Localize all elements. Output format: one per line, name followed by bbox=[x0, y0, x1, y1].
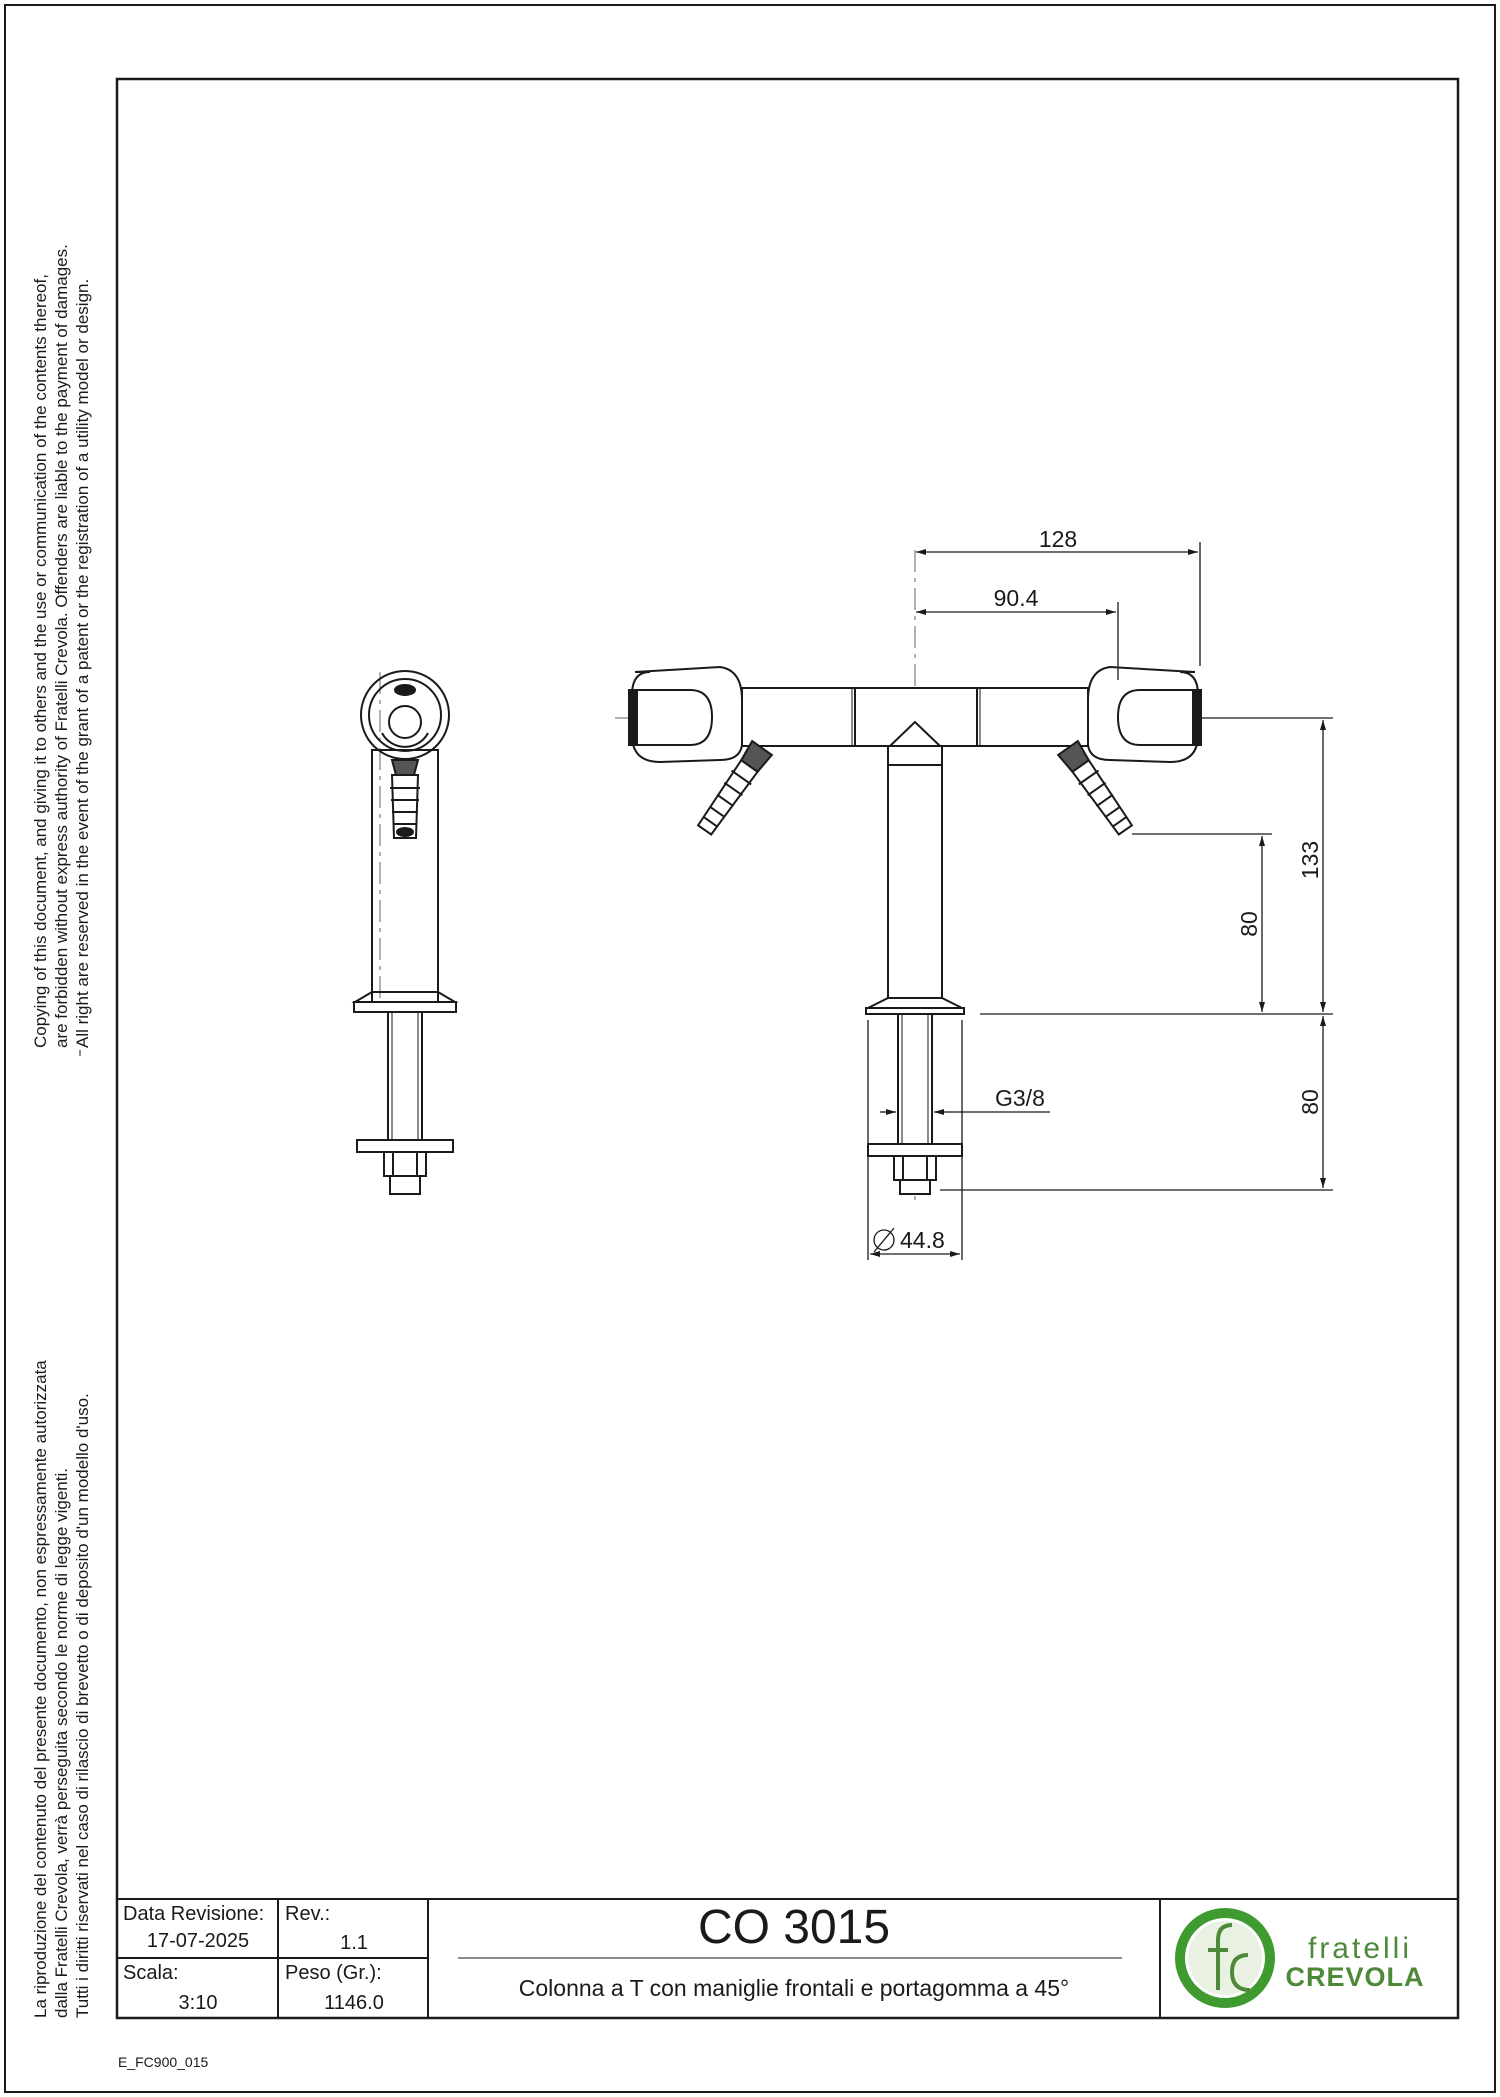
product-code: CO 3015 bbox=[697, 1901, 891, 1954]
product-description: Colonna a T con maniglie frontali e portagomma a 45° bbox=[518, 1975, 1070, 2001]
left-handle bbox=[629, 667, 742, 762]
notice-it-line: Tutti i diritti riservati nel caso di rilascio di brevetto o di deposito d'un modello d'uso. bbox=[73, 1393, 92, 2018]
side-nut bbox=[384, 1152, 426, 1176]
dim-80-lower: 80 bbox=[1297, 1089, 1323, 1115]
dim-128: 128 bbox=[1038, 526, 1078, 552]
notice-it-line: dalla Fratelli Crevola, verrà perseguita secondo le norme di legge vigenti. bbox=[52, 1468, 71, 2018]
nut bbox=[894, 1156, 936, 1180]
notice-en-line: are forbidden without express authority of Fratelli Crevola. Offenders are liable to the payment of damages. bbox=[52, 244, 71, 1048]
dim-80-upper: 80 bbox=[1236, 911, 1262, 937]
washer bbox=[868, 1144, 962, 1156]
weight-label: Peso (Gr.): bbox=[285, 1962, 382, 1984]
rev-label: Rev.: bbox=[285, 1903, 331, 1925]
side-view bbox=[354, 671, 456, 1194]
outer-frame bbox=[5, 5, 1495, 2092]
flange bbox=[868, 998, 962, 1008]
logo-line2: CREVOLA bbox=[1285, 1962, 1425, 1992]
dim-90-4: 90.4 bbox=[993, 585, 1039, 611]
copyright-notice-en bbox=[30, 244, 93, 1048]
notice-it-line: La riproduzione del contenuto del presente documento, non espressamente autorizzata bbox=[31, 1360, 50, 2018]
revision-date: 17-07-2025 bbox=[146, 1930, 250, 1952]
company-logo bbox=[1175, 1908, 1425, 2008]
dim-133: 133 bbox=[1297, 840, 1323, 880]
copyright-notice-it bbox=[30, 1360, 93, 2018]
rev-value: 1.1 bbox=[340, 1932, 368, 1954]
notice-en-line: Copying of this document, and giving it to others and the use or communication of the contents thereof, bbox=[31, 274, 50, 1048]
document-code: E_FC900_015 bbox=[118, 2054, 209, 2070]
front-view bbox=[615, 550, 1330, 1200]
dim-thread: G3/8 bbox=[995, 1085, 1045, 1111]
notice-en-line: All right are reserved in the event of the grant of a patent or the registration of a utility model or design. bbox=[73, 278, 92, 1048]
column bbox=[888, 746, 942, 1001]
threaded-shank bbox=[898, 1014, 932, 1144]
logo-line1: fratelli bbox=[1307, 1932, 1413, 1965]
dim-diameter: 44.8 bbox=[900, 1227, 945, 1253]
scale-value: 3:10 bbox=[178, 1992, 218, 2014]
side-flange bbox=[355, 992, 455, 1002]
drawing-frame bbox=[117, 79, 1458, 2018]
side-washer bbox=[357, 1140, 453, 1152]
scale-label: Scala: bbox=[123, 1962, 179, 1984]
weight-value: 1146.0 bbox=[324, 1992, 384, 2014]
right-handle bbox=[1088, 667, 1201, 762]
t-body bbox=[742, 688, 1088, 746]
revision-date-label: Data Revisione: bbox=[123, 1903, 265, 1925]
